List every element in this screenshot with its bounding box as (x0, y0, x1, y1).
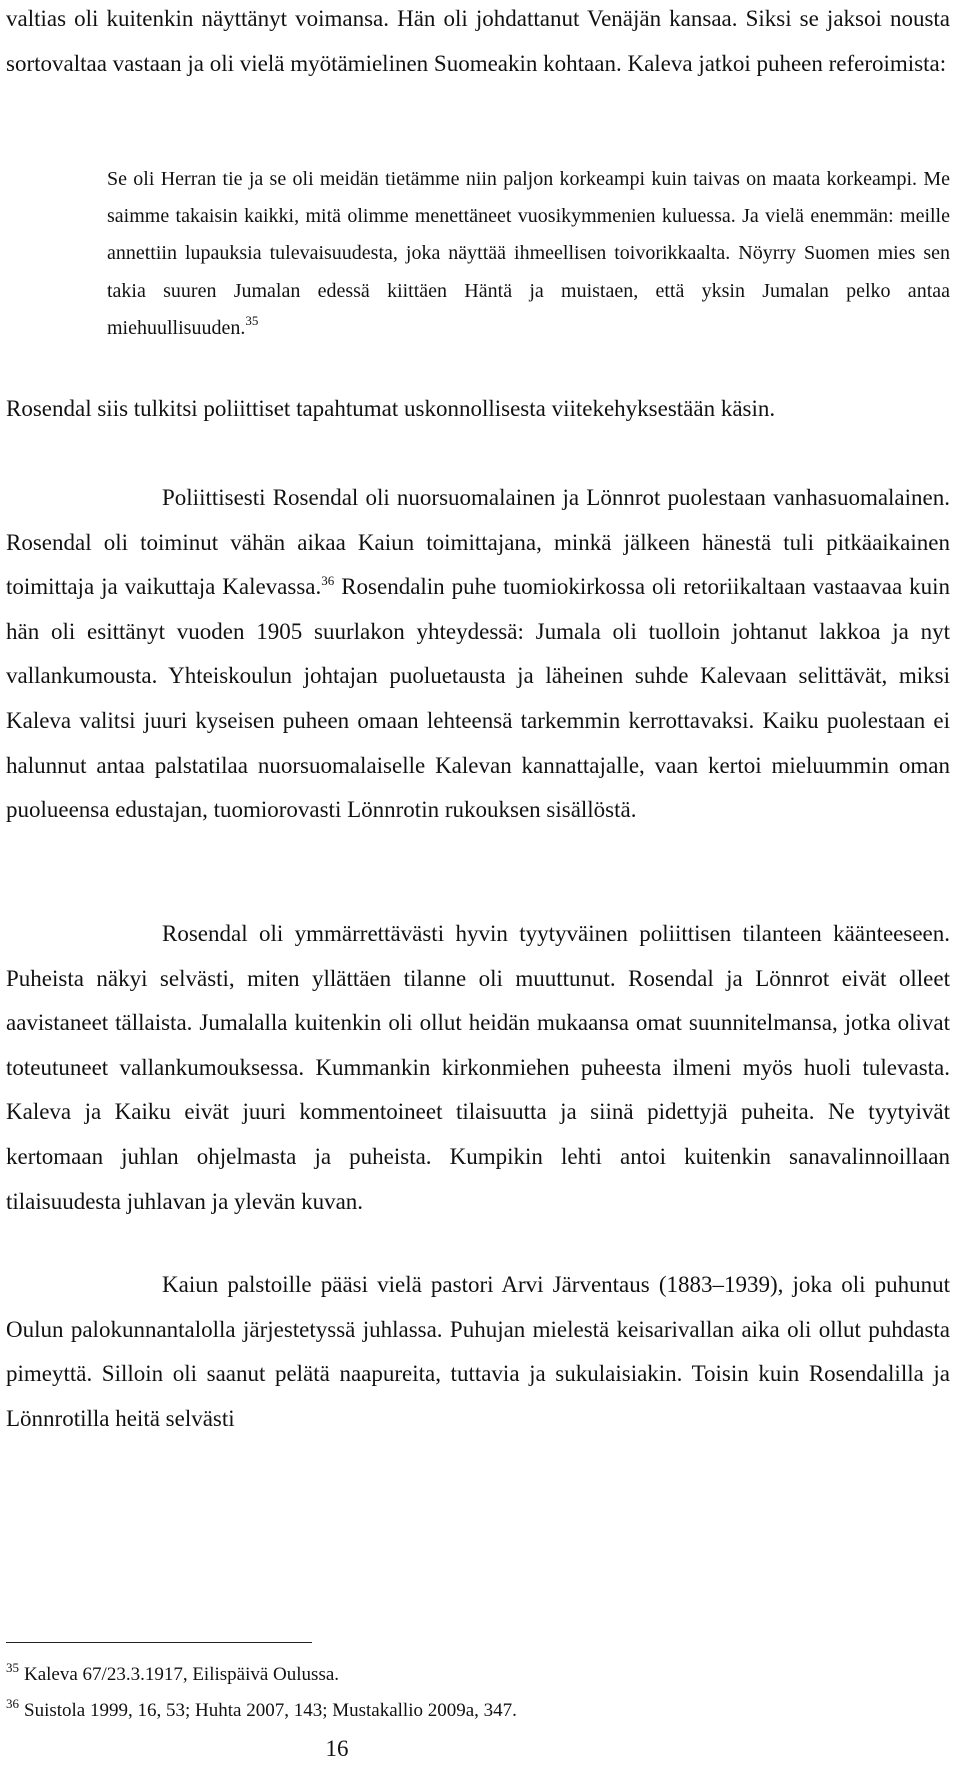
quote-text: Se oli Herran tie ja se oli meidän tietämme niin paljon korkeampi kuin taivas on maata korkeampi. Me saimme takaisin kaikki, mitä olimme menettäneet vuosikymmenien kuluessa. Ja vielä enemmän: meille annettiin lupauksia tulevaisuudesta, joka näyttää ihmeellisen toivorikkaalta. Nöyrry Suomen mies sen takia suuren Jumalan edessä kiittäen Häntä ja muistaen, että yksin Jumalan pelko antaa miehuullisuuden. (107, 168, 950, 339)
footnote-ref-36[interactable]: 36 (321, 573, 335, 589)
paragraph-text: Poliittisesti Rosendal oli nuorsuomalainen ja Lönnrot puolestaan vanhasuomalainen. Rosendal oli toiminut vähän aikaa Kaiun toimittajana, minkä jälkeen hänestä tuli pitkäaikainen toimittaja ja vaikuttaja Kalevassa. (6, 485, 950, 600)
paragraph-text: Kaiun palstoille pääsi vielä pastori Arvi Järventaus (1883–1939), joka oli puhunut Oulun palokunnantalolla järjestetyssä juhlassa. Puhujan mielestä keisarivallan aika oli ollut puhdasta pimeyttä. Silloin oli saanut pelätä naapureita, tuttavia ja sukulaisiakin. Toisin kuin Rosendalilla ja Lönnrotilla heitä selvästi (6, 1272, 950, 1431)
paragraph-text: Rosendalin puhe tuomiokirkossa oli retoriikaltaan vastaavaa kuin hän oli esittänyt vuoden 1905 suurlakon yhteydessä: Jumala oli tuolloin johtanut lakkoa ja nyt vallankumousta. Yhteiskoulun johtajan puoluetausta ja läheinen suhde Kalevaan selittävät, miksi Kaleva valitsi juuri kyseisen puheen omaan lehteensä tarkemmin kerrottavaksi. Kaiku puolestaan ei halunnut antaa palstatilaa nuorsuomalaiselle Kalevan kannattajalle, vaan kertoi mieluummin oman puolueensa edustajan, tuomiorovasti Lönnrotin rukouksen sisällöstä. (6, 574, 951, 823)
paragraph-text: valtias oli kuitenkin näyttänyt voimansa. Hän oli johdattanut Venäjän kansaa. Siksi se jaksoi nousta sortovaltaa vastaan ja oli vielä myötämielinen Suomeakin kohtaan. Kaleva jatkoi puheen referoimista: (6, 6, 950, 76)
footnote-35 (6, 1656, 946, 1687)
footnote-ref-35[interactable]: 35 (245, 312, 259, 328)
footnote-text: Kaleva 67/23.3.1917, Eilispäivä Oulussa. (24, 1664, 340, 1685)
footnote-number: 35 (6, 1660, 19, 1675)
paragraph-satisfaction (6, 912, 950, 1224)
page-number: 16 (325, 1736, 349, 1761)
paragraph-text: Rosendal oli ymmärrettävästi hyvin tyytyväinen poliittisen tilanteen käänteeseen. Puheista näkyi selvästi, miten yllättäen tilanne oli muuttunut. Rosendal ja Lönnrot eivät olleet aavistaneet tällaista. Jumalalla kuitenkin oli ollut heidän mukaansa omat suunnitelmansa, jotka olivat toteutuneet vallankumouksessa. Kummankin kirkonmiehen puheesta ilmeni myös huoli tulevasta. Kaleva ja Kaiku eivät juuri kommentoineet tilaisuutta ja siinä pidettyjä puheita. Ne tyytyivät kertomaan juhlan ohjelmasta ja puheista. Kumpikin lehti antoi kuitenkin sanavalinnoillaan tilaisuudesta juhlavan ja ylevän kuvan. (6, 921, 950, 1214)
footnote-36 (6, 1692, 946, 1723)
paragraph-jarventaus (6, 1263, 950, 1441)
paragraph-continuation (6, 0, 950, 86)
footnote-number: 36 (6, 1696, 19, 1711)
block-quote (107, 161, 950, 347)
paragraph-after-quote (6, 387, 950, 432)
footnote-separator (6, 1642, 312, 1643)
footnote-text: Suistola 1999, 16, 53; Huhta 2007, 143; Mustakallio 2009a, 347. (24, 1700, 517, 1721)
paragraph-politics (6, 476, 950, 833)
paragraph-text: Rosendal siis tulkitsi poliittiset tapahtumat uskonnollisesta viitekehyksestään käsin. (6, 396, 776, 421)
